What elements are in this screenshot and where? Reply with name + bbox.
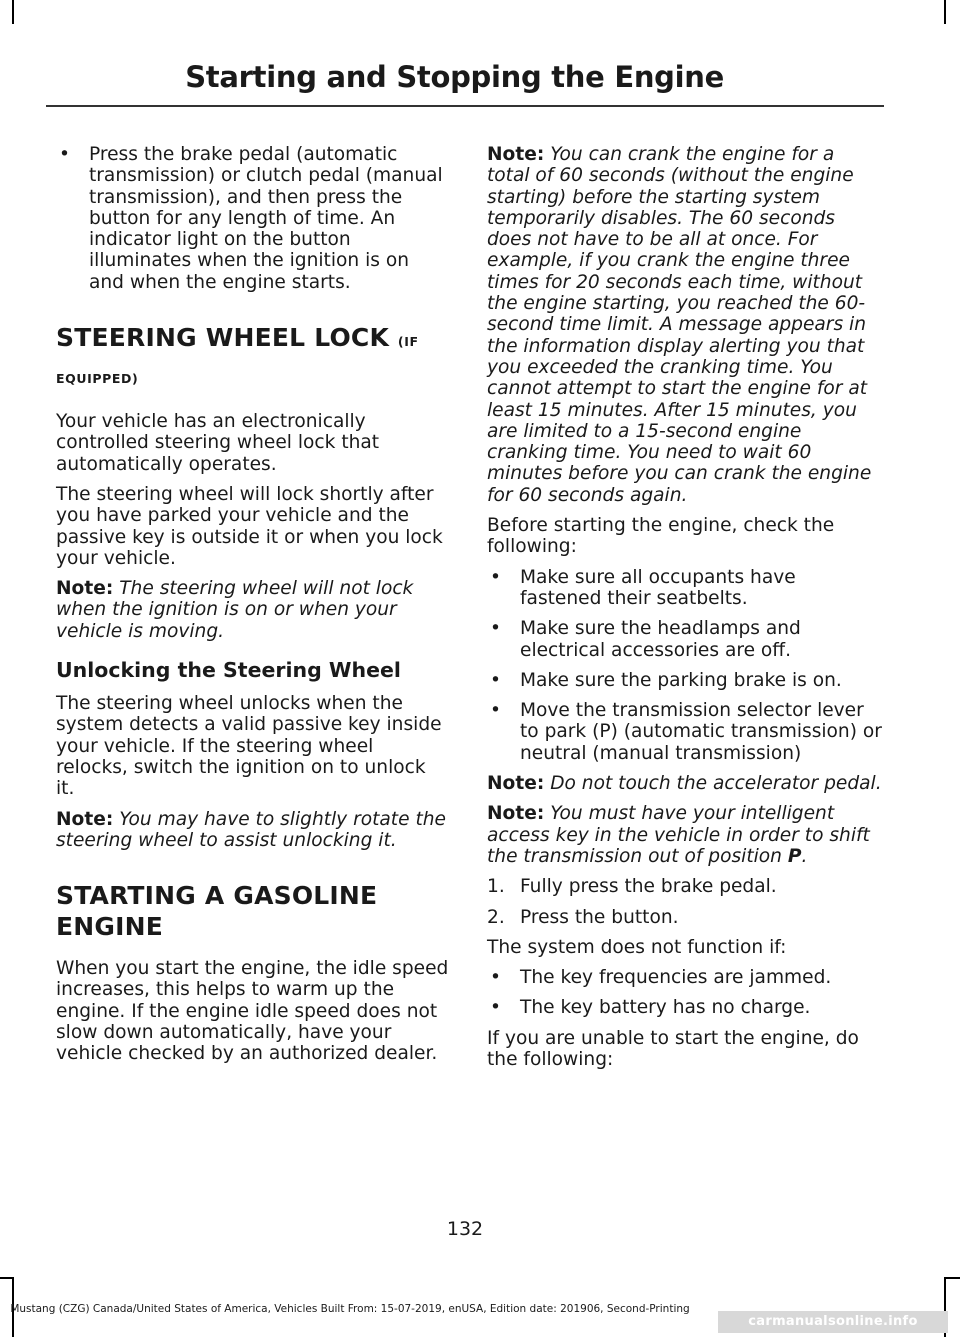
note-label: Note:: [56, 578, 114, 600]
bullet-icon: •: [59, 144, 70, 165]
paragraph: The steering wheel unlocks when the system detects a valid passive key inside your vehicle. If the steering wheel relocks, switch the ignition on to unlock it.: [56, 693, 442, 800]
note: [487, 144, 882, 506]
paragraph: The steering wheel will lock shortly after you have parked your vehicle and the passive key is outside it or when you lock your vehicle.: [56, 483, 443, 569]
bullet-icon: •: [490, 997, 501, 1019]
section-heading-gasoline-line2: ENGINE: [56, 912, 164, 942]
list-item-text: The key battery has no charge.: [520, 997, 811, 1019]
list-item-text: The key frequencies are jammed.: [520, 967, 832, 989]
note: [487, 803, 882, 867]
paragraph: The system does not function if:: [487, 936, 787, 958]
page-title: Starting and Stopping the Engine: [185, 60, 724, 94]
note-label: Note:: [487, 144, 545, 165]
page-number: 132: [446, 1218, 484, 1240]
paragraph: If you are unable to start the engine, do the following:: [487, 1027, 859, 1070]
list-item: [487, 618, 882, 661]
list-item: [56, 144, 449, 293]
section-heading-steering-lock: STEERING WHEEL LOCK (IF: [56, 323, 419, 353]
step-item: [487, 876, 882, 897]
note: [56, 809, 449, 852]
note: [487, 773, 882, 794]
list-item-text: Press the brake pedal (automatic transmission) or clutch pedal (manual transmission), and then press the button for any length of time. An indicator light on the button illuminates when the ignition is on and when the engine starts.: [89, 144, 443, 293]
list-item-text: Make sure the parking brake is on.: [520, 669, 842, 691]
list-item: [487, 567, 882, 610]
step-text: Fully press the brake pedal.: [520, 876, 777, 898]
left-column: [56, 144, 449, 1074]
crop-mark-bottom-left-h: [0, 1277, 14, 1279]
list-item-text: Make sure the headlamps and electrical accessories are off.: [520, 618, 801, 661]
note-text: Do not touch the accelerator pedal.: [550, 773, 882, 795]
list-item: [487, 700, 882, 764]
bullet-icon: •: [490, 566, 501, 588]
note-label: Note:: [487, 773, 545, 795]
crop-mark-top-right-v: [944, 0, 946, 24]
heading-tag-continued: EQUIPPED): [56, 371, 139, 387]
step-text: Press the button.: [520, 906, 679, 928]
section-heading-gasoline: STARTING A GASOLINE: [56, 881, 378, 911]
bullet-icon: •: [490, 967, 501, 989]
note-text: You can crank the engine for a total of 60 seconds (without the engine starting) before the starting system temporarily disables. The 60 seconds does not have to be all at once. For example, if you crank the engine three times for 20 seconds each time, without the engine starting, you reached the 60-second time limit. A message appears in the information display alerting you that you exceeded the cranking time. You cannot attempt to start the engine for at least 15 minutes. After 15 minutes, you are limited to a 15-second engine cranking time. You need to wait 60 minutes before you can crank the engine for 60 seconds again.: [487, 144, 872, 506]
list-item: [487, 670, 882, 691]
list-item-text: Move the transmission selector lever to park (P) (automatic transmission) or neutral (manual transmission): [520, 700, 882, 764]
step-number: 1.: [487, 876, 505, 898]
note: [56, 578, 449, 642]
note-text: The steering wheel will not lock when the ignition is on or when your vehicle is moving.: [56, 578, 414, 642]
step-item: [487, 907, 882, 928]
note-label: Note:: [487, 803, 545, 825]
paragraph: Your vehicle has an electronically controlled steering wheel lock that automatically operates.: [56, 411, 380, 475]
paragraph: Before starting the engine, check the following:: [487, 515, 835, 558]
heading-tag: (IF: [397, 334, 419, 350]
paragraph: When you start the engine, the idle speed increases, this helps to warm up the engine. If the engine idle speed does not slow down automatically, have your vehicle checked by an authorized dealer.: [56, 958, 449, 1065]
crop-mark-top-left-v: [12, 0, 14, 24]
list-item-text: Make sure all occupants have fastened their seatbelts.: [520, 566, 796, 609]
list-item: [487, 997, 882, 1018]
note-text: You may have to slightly rotate the steering wheel to assist unlocking it.: [56, 808, 446, 851]
footer-text: Mustang (CZG) Canada/United States of America, Vehicles Built From: 15-07-2019, enUSA, Edition date: 201906, Second-Printing: [10, 1303, 690, 1315]
note-end: .: [801, 845, 808, 867]
note-position-code: P: [787, 845, 802, 867]
bullet-icon: •: [490, 618, 501, 640]
note-label: Note:: [56, 808, 114, 830]
crop-mark-bottom-right-h: [944, 1277, 960, 1279]
watermark: carmanualsonline.info: [718, 1311, 948, 1333]
step-number: 2.: [487, 906, 505, 928]
header-divider: [46, 105, 884, 107]
subsection-heading-unlocking: Unlocking the Steering Wheel: [56, 658, 401, 683]
note-text: You must have your intelligent access key in the vehicle in order to shift the transmission out of position: [487, 803, 870, 867]
list-item: [487, 967, 882, 988]
bullet-icon: •: [490, 669, 501, 691]
right-column: [487, 144, 882, 1079]
bullet-icon: •: [490, 700, 501, 722]
